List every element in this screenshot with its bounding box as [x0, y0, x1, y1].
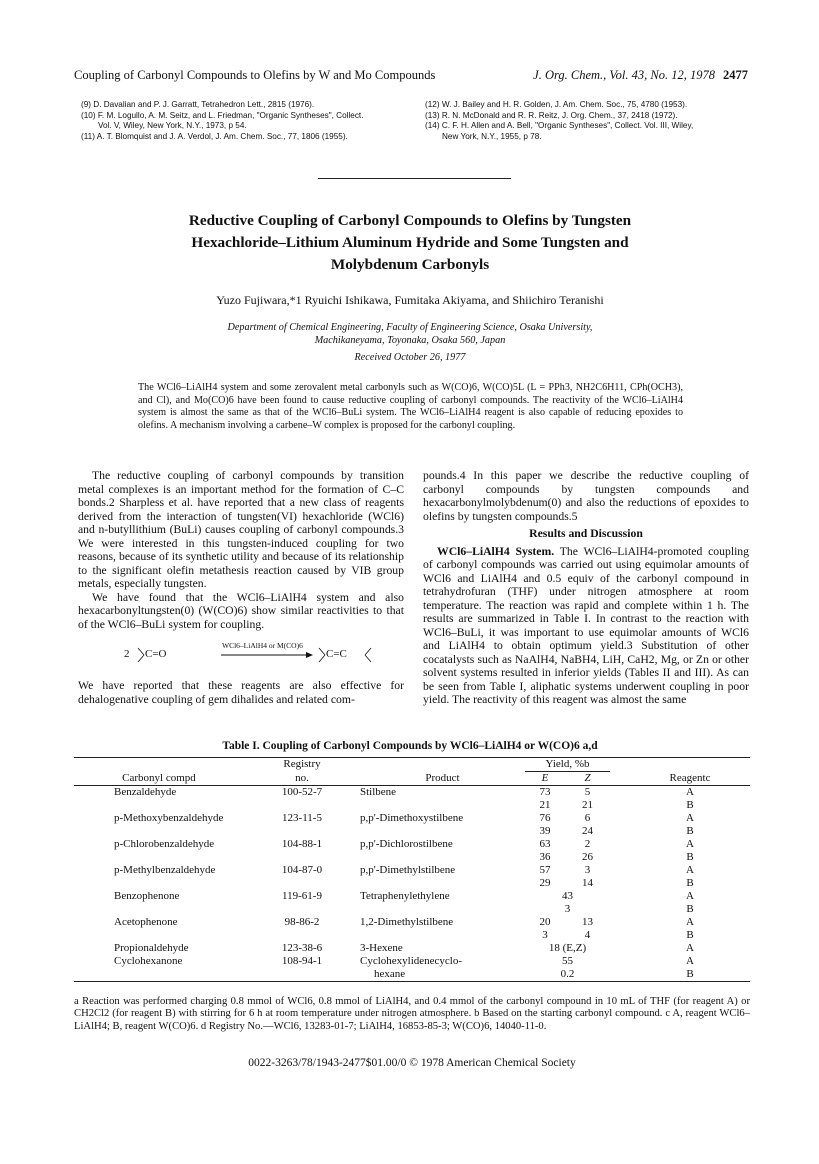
table-row: [74, 851, 750, 864]
cell-yield-e: 73: [539, 786, 551, 798]
page-number: 2477: [723, 68, 748, 82]
cell-registry: 123-11-5: [282, 812, 322, 824]
table-row: [74, 903, 750, 916]
cell-compd: Benzophenone: [114, 890, 180, 902]
cell-reagent: B: [686, 877, 694, 889]
header-yield-e: E: [541, 772, 549, 784]
header-registry-no: no.: [295, 771, 309, 784]
cell-yield-e: 63: [539, 838, 551, 850]
table-row: [74, 864, 750, 877]
authors: Yuzo Fujiwara,*1 Ryuichi Ishikawa, Fumitaka Akiyama, and Shiichiro Teranishi: [216, 293, 604, 307]
cell-registry: 119-61-9: [282, 890, 322, 902]
cell-product: 3-Hexene: [360, 942, 403, 954]
cell-product: 1,2-Dimethylstilbene: [360, 916, 454, 928]
header-carbonyl-compd: Carbonyl compd: [122, 771, 196, 784]
cell-reagent: A: [686, 890, 694, 902]
cell-product: Tetraphenylethylene: [360, 890, 450, 902]
header-product: Product: [425, 771, 460, 784]
table-row: [74, 942, 750, 955]
cell-reagent: B: [686, 825, 694, 837]
cell-registry: 100-52-7: [281, 786, 323, 798]
reference-9: (9) D. Davalian and P. J. Garratt, Tetrahedron Lett., 2815 (1976).: [81, 100, 315, 109]
cell-reagent: B: [686, 929, 694, 941]
cell-yield-e: 20: [539, 916, 551, 928]
cell-yield-z: 5: [584, 786, 591, 798]
results-table: [74, 757, 750, 982]
cell-reagent: A: [686, 864, 694, 876]
affiliation-line-1: Department of Chemical Engineering, Faculty of Engineering Science, Osaka University,: [227, 322, 593, 333]
paragraph-intro: The reductive coupling of carbonyl compounds by transition metal complexes is an important method for the formation of C–C bonds.2 Sharpless et al. have reported that a new class of reagents derived from the interaction of tungsten(VI) hexachloride (WCl6) and n-butyllithium (BuLi) causes coupling of carbonyl compounds.3 We were interested in this tungsten-induced coupling for two reasons, because of its synthetic utility and because of its relationship to the significant olefin metathesis reaction caused by VIB group metals, especially tungsten.: [78, 469, 404, 590]
reference-10-cont: Vol. V, Wiley, New York, N.Y., 1973, p 54.: [98, 121, 247, 130]
cell-registry: 104-88-1: [281, 838, 323, 850]
cell-yield-z: 6: [584, 812, 591, 824]
cell-yield: 3: [564, 903, 571, 915]
subsection-heading: WCl6–LiAlH4 System.: [437, 544, 555, 558]
table-row: [74, 955, 750, 968]
table-footnotes: a Reaction was performed charging 0.8 mmol of WCl6, 0.8 mmol of LiAlH4, and 0.4 mmol of the carbonyl compound in 10 mL of THF (for reagent A) or CH2Cl2 (for reagent B) with stirring for 6 h at room temperature under nitrogen atmosphere. b Based on the starting carbonyl compound. c A, reagent WCl6–LiAlH4; B, reagent W(CO)6. d Registry No.—WCl6, 13283-01-7; LiAlH4, 16853-85-3; W(CO)6, 14040-11-0.: [74, 996, 750, 1032]
cell-reagent: A: [686, 942, 694, 954]
paragraph-wcl6-system: [423, 545, 749, 707]
table-row: [74, 929, 750, 942]
cell-yield: 0.2: [560, 968, 575, 980]
table-row: [74, 890, 750, 903]
reference-11: (11) A. T. Blomquist and J. A. Verdol, J. Am. Chem. Soc., 77, 1806 (1955).: [81, 131, 348, 141]
references-right: [425, 100, 693, 142]
section-divider: [318, 178, 511, 179]
cell-yield-e: 57: [539, 864, 551, 876]
paragraph-wcl6-text: The WCl6–LiAlH4-promoted coupling of carbonyl compounds was carried out using equimolar amounts of WCl6 and LiAlH4 and 0.5 equiv of the carbonyl compound in tetrahydrofuran (THF) under nitrogen atmosphere at room temperature. The reaction was rapid and complete within 1 h. The results are summarized in Table I. In contrast to the reaction with WCl6–BuLi, it was important to use equimolar amounts of WCl6 and LiAlH4 to obtain optimum yield.3 Substitution of other cocatalysts such as NaAlH4, NaBH4, LiH, CaH2, Mg, or Zn or other solvent systems resulted in inferior yields (Tables II and III). As can be seen from Table I, aliphatic systems underwent coupling in poor yield. The reactivity of this reagent was almost the same: [423, 544, 749, 706]
title-line-2: Hexachloride–Lithium Aluminum Hydride and Some Tungsten and: [191, 234, 629, 251]
cell-product: p,p'-Dichlorostilbene: [360, 838, 453, 850]
paragraph-continuation: pounds.4 In this paper we describe the reductive coupling of carbonyl compounds by tungsten compounds and hexacarbonylmolybdenum(0) and also the reductions of epoxides to olefins by tungsten compounds.5: [423, 469, 749, 523]
cell-product: Cyclohexylidenecyclo-: [360, 955, 463, 967]
cell-yield-e: 3: [542, 929, 548, 941]
reference-10: (10) F. M. Logullo, A. M. Seitz, and L. Friedman, "Organic Syntheses", Collect.: [81, 110, 364, 120]
cell-registry: 98-86-2: [284, 916, 320, 928]
abstract: The WCl6–LiAlH4 system and some zerovalent metal carbonyls such as W(CO)6, W(CO)5L (L = PPh3, NH2C6H11, CPh(OCH3), and Cl), and Mo(CO)6 have been found to cause reductive coupling of carbonyl compounds. The reactivity of the WCl6–LiAlH4 system is almost the same as that of the WCl6–BuLi system. The WCl6–LiAlH4 reagent is also capable of reducing epoxides to olefins. A mechanism involving a carbene–W complex is proposed for the carbonyl coupling.: [138, 382, 683, 431]
reference-13: (13) R. N. McDonald and R. R. Reitz, J. Org. Chem., 37, 2418 (1972).: [425, 110, 678, 120]
header-yield: Yield, %b: [525, 758, 610, 772]
reaction-equation: [78, 635, 404, 675]
paragraph-dehalogenative: We have reported that these reagents are also effective for dehalogenative coupling of gem dihalides and related com-: [78, 679, 404, 706]
cell-yield-z: 24: [582, 825, 593, 837]
cell-compd: Cyclohexanone: [114, 955, 183, 967]
received-date: Received October 26, 1977: [354, 352, 466, 363]
reference-14-cont: New York, N.Y., 1955, p 78.: [442, 131, 542, 141]
reference-12: (12) W. J. Bailey and H. R. Golden, J. Am. Chem. Soc., 75, 4780 (1953).: [425, 100, 688, 109]
title-line-3: Molybdenum Carbonyls: [330, 256, 490, 273]
cell-reagent: A: [686, 955, 694, 967]
cell-reagent: B: [686, 968, 694, 980]
table-row: [74, 825, 750, 838]
cell-reagent: A: [686, 786, 694, 798]
affiliation-line-2: Machikaneyama, Toyonaka, Osaka 560, Japan: [314, 335, 506, 346]
cell-product: Stilbene: [360, 786, 397, 798]
table-row: [74, 877, 750, 890]
copyright-line: 0022-3263/78/1943-2477$01.00/0 © 1978 American Chemical Society: [248, 1057, 576, 1069]
cell-registry: 104-87-0: [281, 864, 323, 876]
table-caption: Table I. Coupling of Carbonyl Compounds by WCl6–LiAlH4 or W(CO)6 a,d: [222, 740, 598, 752]
table-row: [74, 799, 750, 812]
cell-yield-e: 39: [539, 825, 551, 837]
cell-yield-z: 14: [582, 877, 593, 889]
header-yield-z: Z: [584, 772, 591, 784]
body-column-right: [423, 469, 749, 707]
cell-yield-e: 29: [539, 877, 551, 889]
cell-product: p,p'-Dimethoxystilbene: [360, 812, 464, 824]
cell-reagent: A: [686, 812, 694, 824]
journal-name: J. Org. Chem., Vol. 43, No. 12, 1978: [533, 68, 715, 82]
cell-yield-e: 76: [539, 812, 551, 824]
cell-compd: p-Methoxybenzaldehyde: [114, 812, 224, 824]
cell-compd: p-Methylbenzaldehyde: [114, 864, 216, 876]
header-registry: Registry: [283, 758, 321, 770]
references-left: [81, 100, 364, 142]
journal-citation: [480, 68, 748, 83]
table-coupling-results: [74, 757, 750, 982]
table-row: [74, 838, 750, 851]
table-row: [74, 786, 750, 800]
cell-yield-e: 36: [539, 851, 551, 863]
cell-yield-z: 13: [582, 916, 593, 928]
cell-registry: 108-94-1: [281, 955, 323, 967]
cell-product: hexane: [374, 968, 406, 980]
cell-yield: 43: [562, 890, 573, 902]
cell-compd: p-Chlorobenzaldehyde: [114, 838, 215, 850]
cell-yield: 55: [562, 955, 573, 967]
body-column-left: [78, 469, 404, 706]
cell-compd: Acetophenone: [114, 916, 178, 928]
cell-yield-z: 2: [584, 838, 591, 850]
cell-compd: Benzaldehyde: [114, 786, 177, 798]
reagent-label: WCl6–LiAlH4 or M(CO)6: [222, 641, 303, 650]
reference-14: (14) C. F. H. Allen and A. Bell, "Organic Syntheses", Collect. Vol. III, Wiley,: [425, 121, 694, 130]
cell-yield-z: 26: [582, 851, 593, 863]
cell-yield-z: 4: [584, 929, 591, 941]
affiliation: [100, 321, 720, 347]
cell-yield: 18 (E,Z): [548, 942, 587, 954]
cell-reagent: B: [686, 903, 694, 915]
equation-coefficient: 2: [124, 648, 130, 660]
table-row: [74, 916, 750, 929]
product-formula: C=C: [326, 648, 347, 660]
table-row: [74, 968, 750, 982]
cell-yield-z: 21: [582, 799, 593, 811]
cell-product: p,p'-Dimethylstilbene: [360, 864, 456, 876]
cell-yield-e: 21: [539, 799, 551, 811]
article-title: [100, 210, 720, 276]
cell-reagent: A: [686, 916, 694, 928]
table-row: [74, 812, 750, 825]
cell-reagent: B: [686, 799, 694, 811]
header-reagent: Reagentc: [669, 771, 711, 784]
cell-reagent: B: [686, 851, 694, 863]
section-heading: Results and Discussion: [529, 527, 643, 540]
running-title: Coupling of Carbonyl Compounds to Olefins by W and Mo Compounds: [74, 68, 436, 82]
cell-compd: Propionaldehyde: [114, 942, 189, 954]
table-body: [74, 786, 750, 982]
title-line-1: Reductive Coupling of Carbonyl Compounds to Olefins by Tungsten: [188, 212, 632, 229]
cell-yield-z: 3: [584, 864, 591, 876]
cell-reagent: A: [686, 838, 694, 850]
paragraph-findings: We have found that the WCl6–LiAlH4 system and also hexacarbonyltungsten(0) (W(CO)6) show similar reactivities to that of the WCl6–BuLi system for coupling.: [78, 590, 404, 631]
reactant-formula: C=O: [145, 648, 167, 660]
cell-registry: 123-38-6: [281, 942, 323, 954]
